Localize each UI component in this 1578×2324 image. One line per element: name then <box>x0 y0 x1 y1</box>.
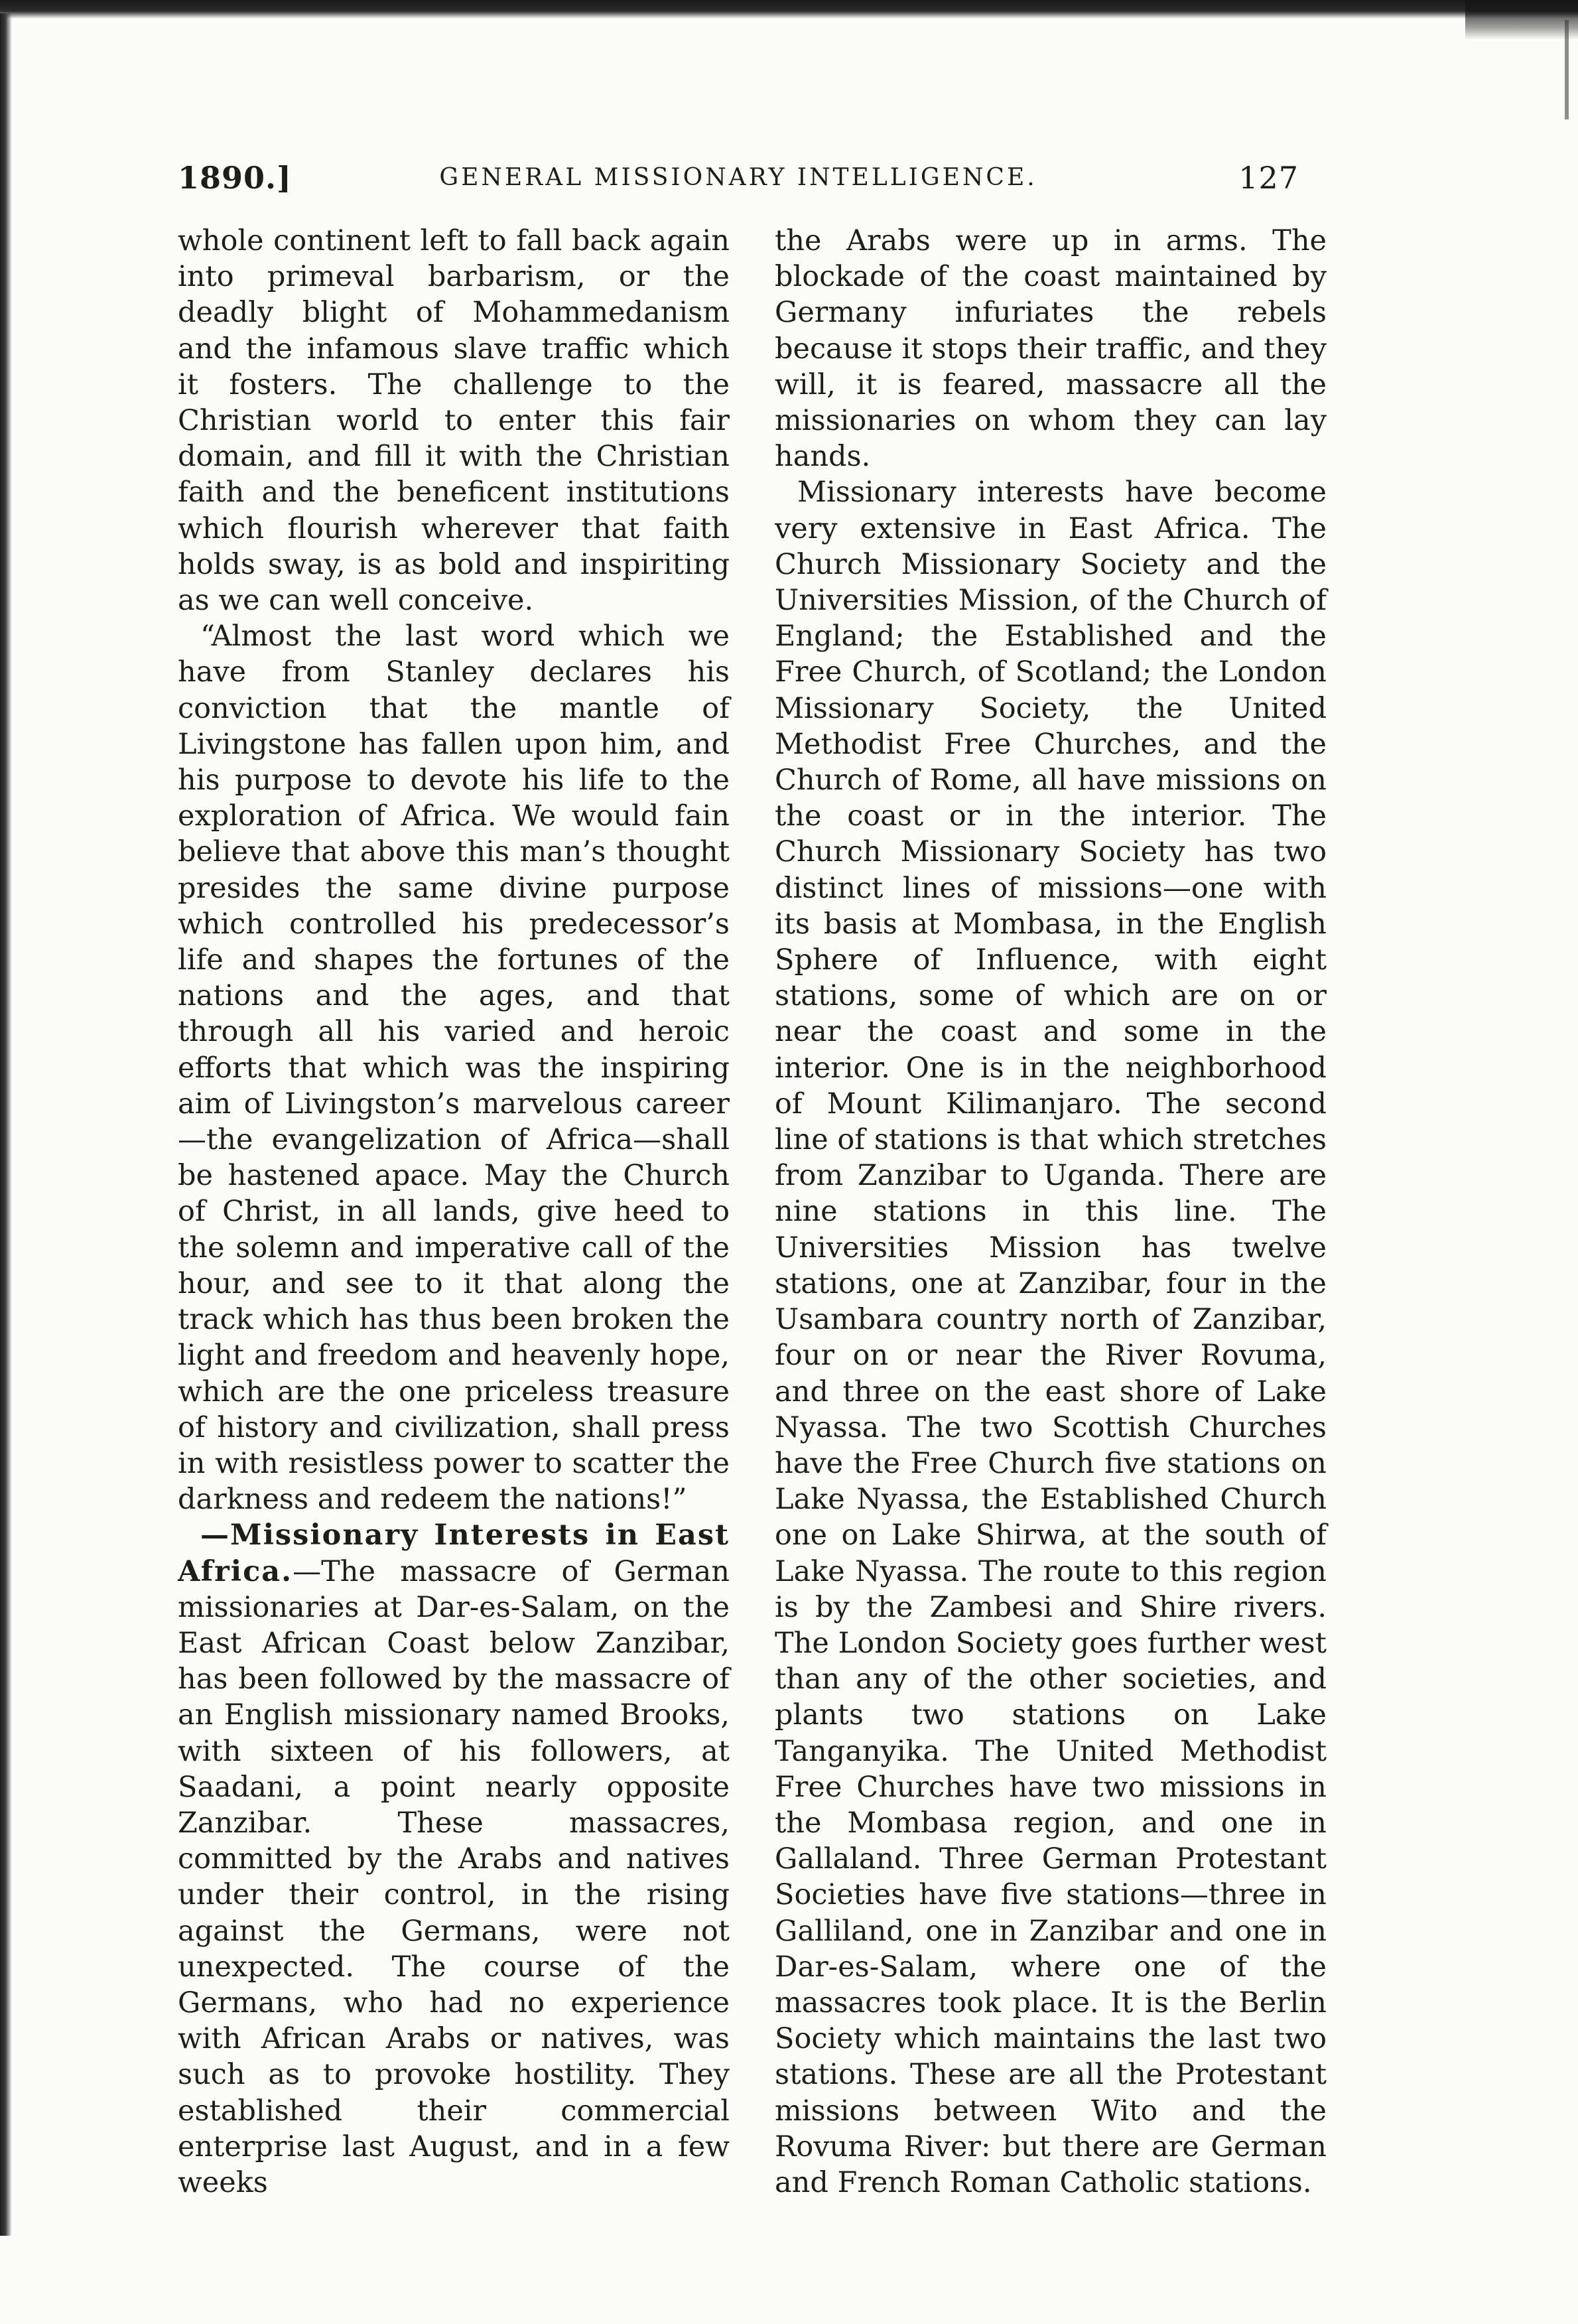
right-paragraph-2: Missionary interests have become very extensive in East Africa. The Church Missionary Society and the Universities Mission, of the Church of England; the Established and the Free Church, of Scotland; the London Missionary Society, the United Methodist Free Churches, and the Church of Rome, all have missions on the coast or in the interior. The Church Missionary Society has two distinct lines of missions—one with its basis at Mombasa, in the English Sphere of Influence, with eight stations, some of which are on or near the coast and some in the interior. One is in the neighborhood of Mount Kilimanjaro. The second line of stations is that which stretches from Zanzibar to Uganda. There are nine stations in this line. The Universities Mission has twelve stations, one at Zanzibar, four in the Usambara country north of Zanzibar, four on or near the River Rovuma, and three on the east shore of Lake Nyassa. The two Scottish Churches have the Free Church five stations on Lake Nyassa, the Established Church one on Lake Shirwa, at the south of Lake Nyassa. The route to this region is by the Zambesi and Shire rivers. The London Society goes further west than any of the other societies, and plants two stations on Lake Tanganyika. The United Methodist Free Churches have two missions in the Mombasa region, and one in Gallaland. Three German Protestant Societies have five stations—three in Galliland, one in Zanzibar and one in Dar-es-Salam, where one of the massacres took place. It is the Berlin Society which maintains the last two stations. These are all the Protestant missions between Wito and the Rovuma River: but there are German and French Roman Catholic stations. <box>775 476 1327 2199</box>
scan-top-corner <box>1465 0 1578 40</box>
right-paragraph-1: the Arabs were up in arms. The blockade of the coast maintained by Germany infuriates the rebels because it stops their traffic, and they will, it is feared, massacre all the missionaries on whom they can lay hands. <box>775 224 1327 474</box>
section-heading: —Missionary Interests in East Africa. <box>178 1519 730 1588</box>
left-paragraph-3 <box>178 1517 730 2201</box>
left-paragraph-2: “Almost the last word which we have from Stanley declares his conviction that the mantle of Livingstone has fallen upon him, and his purpose to devote his life to the exploration of Africa. We would fain believe that above this man’s thought presides the same divine purpose which controlled his predecessor’s life and shapes the fortunes of the nations and the ages, and that through all his varied and heroic efforts that which was the inspiring aim of Livingston’s marvelous career—the evangelization of Africa—shall be hastened apace. May the Church of Christ, in all lands, give heed to the solemn and imperative call of the hour, and see to it that along the track which has thus been broken the light and freedom and heavenly hope, which are the one priceless treasure of history and civilization, shall press in with resistless power to scatter the darkness and redeem the nations!” <box>178 620 730 1517</box>
scan-left-edge <box>0 13 12 2236</box>
section-body: —The massacre of German missionaries at Dar-es-Salam, on the East African Coast below Zanzibar, has been followed by the massacre of an English missionary named Brooks, with sixteen of his followers, at Saadani, a point nearly opposite Zanzibar. These massacres, committed by the Arabs and natives under their control, in the rising against the Germans, were not unexpected. The course of the Germans, who had no experience with African Arabs or natives, was such as to provoke hostility. They established their commercial enterprise last August, and in a few weeks <box>178 1554 730 2199</box>
page-number: 127 <box>1238 160 1299 196</box>
header-year: 1890.] <box>178 160 292 196</box>
scan-top-edge <box>0 0 1578 19</box>
right-column <box>775 223 1327 2201</box>
header-title: GENERAL MISSIONARY INTELLIGENCE. <box>439 164 1037 191</box>
left-paragraph-1: whole continent left to fall back again into primeval barbarism, or the deadly blight of Mohammedanism and the infamous slave traffic which it fosters. The challenge to the Christian world to enter this fair domain, and fill it with the Christian faith and the beneficent institutions which flourish wherever that faith holds sway, is as bold and inspiriting as we can well conceive. <box>178 224 730 618</box>
scan-right-speck <box>1565 20 1569 119</box>
running-head <box>178 158 1299 198</box>
left-column <box>178 223 730 2201</box>
